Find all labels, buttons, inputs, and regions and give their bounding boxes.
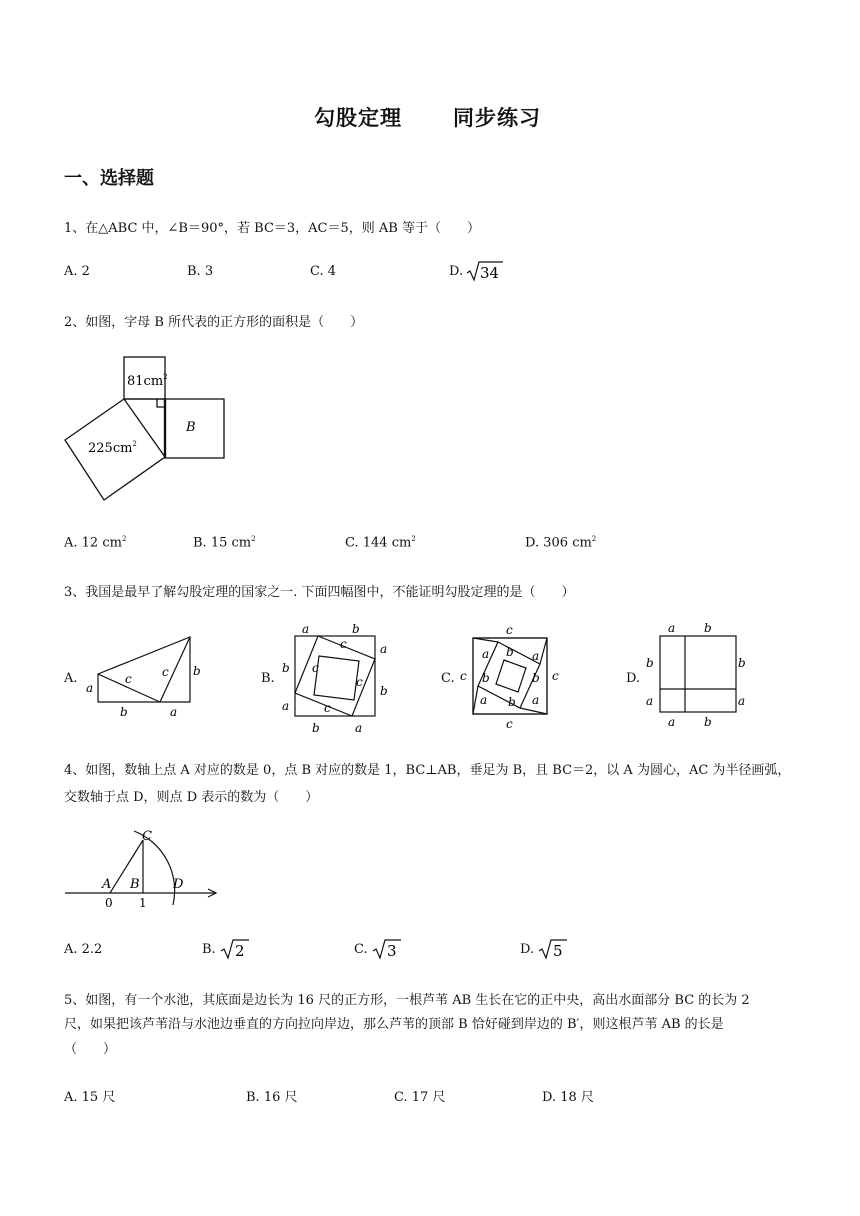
svg-text:b: b (704, 715, 712, 729)
section-heading: 一、选择题 (64, 168, 154, 189)
svg-text:c: c (356, 675, 363, 689)
svg-text:b: b (508, 695, 516, 709)
q4-option-d: D. (520, 942, 535, 957)
svg-text:a: a (86, 681, 94, 695)
q4-sqrt-3 (371, 936, 403, 962)
svg-text:a: a (738, 694, 746, 708)
svg-text:b: b (532, 671, 540, 685)
q2-option-a: A. 12 $cm^2$ (64, 535, 127, 551)
q1-sqrt-34 (465, 258, 505, 284)
q5-option-d: D. 18 尺 (542, 1090, 594, 1105)
q2-option-b: B. 15 $cm^2$ (193, 535, 256, 551)
svg-text:0: 0 (105, 896, 113, 910)
svg-text:a: a (302, 622, 310, 636)
q3-label-c: C. (441, 671, 455, 686)
svg-text:a: a (170, 705, 178, 719)
svg-text:225cm2: $225cm^2$ (88, 440, 137, 456)
svg-text:a: a (532, 649, 540, 663)
svg-text:c: c (324, 701, 331, 715)
page-title-right: 同步练习 (453, 106, 541, 130)
svg-text:5: 5 (553, 942, 563, 960)
q3-label-b: B. (261, 671, 275, 686)
svg-text:b: b (704, 621, 712, 635)
q4-option-c: C. (354, 942, 368, 957)
question-1-stem: 1、在△ABC 中，∠B＝90°，若 BC＝3，AC＝5，则 AB 等于（ ） (64, 221, 480, 236)
svg-text:A: A (102, 877, 112, 892)
svg-text:b: b (120, 705, 128, 719)
q1-option-a: A. 2 (64, 264, 90, 279)
q2-option-c: C. 144 $cm^2$ (345, 535, 416, 551)
question-4-stem-line2: 交数轴于点 D，则点 D 表示的数为（ ） (64, 790, 319, 805)
q3-figure-a (82, 630, 212, 720)
question-5-stem-line1: 5、如图，有一个水池，其底面是边长为 16 尺的正方形，一根芦苇 AB 生长在它的正中央，高出水面部分 BC 的长为 2 (64, 993, 750, 1008)
q1-option-c: C. 4 (310, 264, 337, 279)
svg-text:c: c (340, 637, 347, 651)
svg-text:B: B (130, 877, 140, 892)
question-2-stem: 2、如图，字母 B 所代表的正方形的面积是（ ） (64, 315, 364, 330)
question-3-stem: 3、我国是最早了解勾股定理的国家之一. 下面四幅图中，不能证明勾股定理的是（ ） (64, 585, 575, 600)
svg-text:c: c (460, 669, 467, 683)
q5-option-a: A. 15 尺 (64, 1090, 116, 1105)
svg-text:a: a (355, 721, 363, 735)
svg-text:2: 2 (235, 942, 245, 960)
svg-text:c: c (125, 672, 132, 686)
q3-figure-c (458, 620, 568, 735)
svg-text:D: D (173, 877, 184, 892)
q1-option-b: B. 3 (187, 264, 214, 279)
q2-squares-figure (60, 352, 230, 512)
svg-text:c: c (162, 665, 169, 679)
q4-option-b: B. (202, 942, 216, 957)
svg-text:b: b (738, 656, 746, 670)
q4-option-a: A. 2.2 (64, 942, 103, 957)
svg-text:b: b (380, 684, 388, 698)
svg-text:c: c (312, 661, 319, 675)
svg-text:b: b (312, 721, 320, 735)
q5-option-b: B. 16 尺 (246, 1090, 298, 1105)
q4-sqrt-2 (219, 936, 251, 962)
svg-text:a: a (482, 647, 490, 661)
svg-text:c: c (552, 669, 559, 683)
svg-text:a: a (668, 621, 676, 635)
svg-text:c: c (506, 717, 513, 731)
svg-text:b: b (482, 671, 490, 685)
svg-text:a: a (668, 715, 676, 729)
svg-text:b: b (646, 656, 654, 670)
svg-text:a: a (532, 693, 540, 707)
svg-text:34: 34 (480, 264, 500, 282)
question-5-stem-line2: 尺，如果把该芦苇沿与水池边垂直的方向拉向岸边，那么芦苇的顶部 B 恰好碰到岸边的 B′，则这根芦苇 AB 的长是 (64, 1017, 724, 1032)
svg-text:b: b (352, 622, 360, 636)
q2-option-d: D. 306 $cm^2$ (525, 535, 597, 551)
svg-text:B: B (186, 420, 196, 435)
q3-figure-d (640, 620, 755, 735)
q4-sqrt-5 (537, 936, 569, 962)
svg-text:81cm2: $81cm^2$ (127, 373, 168, 389)
svg-text:b: b (506, 645, 514, 659)
svg-text:a: a (282, 699, 290, 713)
svg-text:a: a (480, 693, 488, 707)
svg-text:3: 3 (387, 942, 397, 960)
q3-figure-b (280, 620, 390, 740)
q3-label-d: D. (626, 671, 641, 686)
svg-text:1: 1 (139, 896, 147, 910)
svg-text:a: a (646, 694, 654, 708)
svg-text:c: c (506, 623, 513, 637)
q5-option-c: C. 17 尺 (394, 1090, 446, 1105)
question-4-stem-line1: 4、如图，数轴上点 A 对应的数是 0，点 B 对应的数是 1，BC⊥AB，垂足为 B，且 BC＝2，以 A 为圆心，AC 为半径画弧， (64, 763, 791, 778)
q1-option-d: D. (449, 264, 464, 279)
svg-text:C: C (142, 829, 152, 844)
q4-number-line-figure (60, 825, 230, 915)
svg-text:b: b (282, 661, 290, 675)
svg-text:b: b (193, 664, 201, 678)
page-title-left: 勾股定理 (314, 106, 402, 130)
question-5-stem-line3: （ ） (64, 1042, 117, 1057)
svg-text:a: a (380, 642, 388, 656)
q3-label-a: A. (64, 671, 78, 686)
